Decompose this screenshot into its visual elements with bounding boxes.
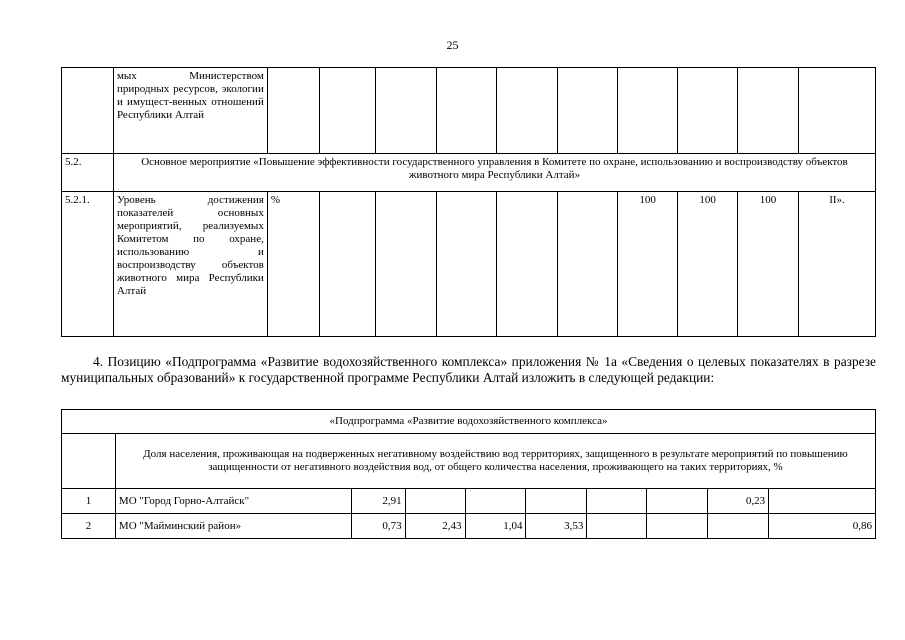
indicators-table [61, 67, 876, 337]
cell-value [465, 489, 526, 514]
cell-value: 1,04 [465, 514, 526, 539]
cell-row-number: 2 [62, 514, 116, 539]
table-row [62, 489, 876, 514]
cell-value: 100 [618, 192, 678, 337]
cell-value [526, 489, 587, 514]
cell-value [647, 489, 708, 514]
indicator-description: Доля населения, проживающая на подверженных негативному воздействию вод территориях, защищенного в результате мероприятий по повышению защищенности от негативного воздействия вод, от общего количества населения, проживающего на таких территориях, % [115, 434, 875, 489]
cell-continuation-text: мых Министерством природных ресурсов, экологии и имущест-венных отношений Республики Алтай [113, 68, 267, 154]
cell-value: 0,73 [351, 514, 405, 539]
table-row [62, 514, 876, 539]
cell-value [587, 514, 647, 539]
cell-unit: % [267, 192, 319, 337]
table-row [62, 410, 876, 434]
subprogram-header: «Подпрограмма «Развитие водохозяйственного комплекса» [62, 410, 876, 434]
table-row [62, 192, 876, 337]
cell-value [647, 514, 708, 539]
cell-main-activity: Основное мероприятие «Повышение эффективности государственного управления в Комитете по охране, использованию и воспроизводству объектов животного мира Республики Алтай» [113, 154, 875, 192]
cell-value: 3,53 [526, 514, 587, 539]
cell-indicator-name: Уровень достижения показателей основных мероприятий, реализуемых Комитетом по охране, использованию и воспроизводству объектов животного мира Республики Алтай [113, 192, 267, 337]
cell-value: 100 [738, 192, 799, 337]
cell-municipality: МО "Город Горно-Алтайск" [115, 489, 351, 514]
cell-row-number: 5.2. [62, 154, 114, 192]
cell-municipality: МО "Майминский район» [115, 514, 351, 539]
page-number: 25 [446, 38, 459, 52]
table-row [62, 68, 876, 154]
cell-value: 2,43 [405, 514, 465, 539]
table-row [62, 434, 876, 489]
cell-value: 100 [678, 192, 738, 337]
cell-value [708, 514, 769, 539]
subprogram-table [61, 409, 876, 539]
cell-row-number: 1 [62, 489, 116, 514]
cell-value: 2,91 [351, 489, 405, 514]
cell-value [587, 489, 647, 514]
cell-value [405, 489, 465, 514]
cell-value [769, 489, 876, 514]
cell-value: 0,23 [708, 489, 769, 514]
instruction-paragraph: 4. Позицию «Подпрограмма «Развитие водохозяйственного комплекса» приложения № 1а «Сведения о целевых показателях в разрезе муниципальных образований» к государственной программе Республики Алтай изложить в следующей редакции: [61, 354, 876, 385]
cell-value: II». [798, 192, 875, 337]
table-row [62, 154, 876, 192]
cell-value: 0,86 [769, 514, 876, 539]
cell-row-number: 5.2.1. [62, 192, 114, 337]
